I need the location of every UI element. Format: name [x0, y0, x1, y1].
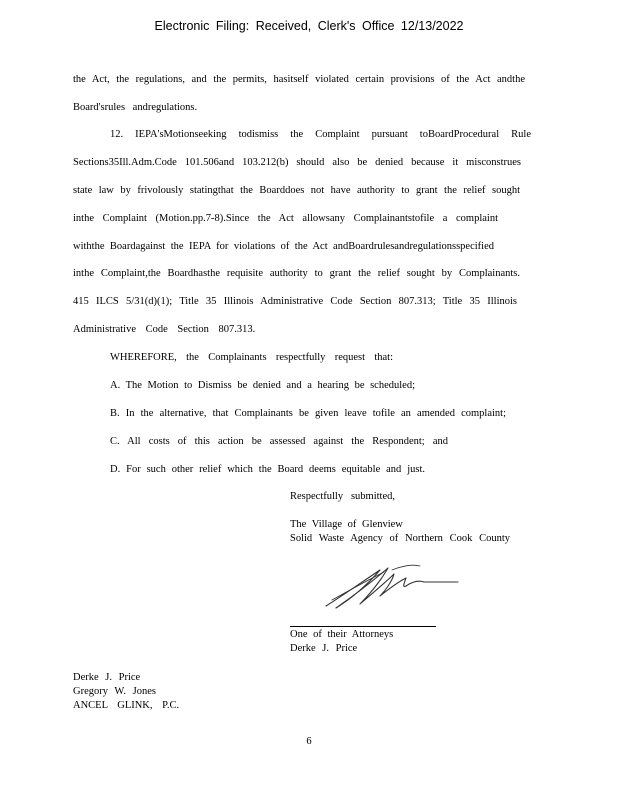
party-name: The Village of Glenview: [290, 519, 403, 530]
closing: Respectfully submitted,: [290, 491, 395, 502]
request-b: B. In the alternative, that Complainants be given leave tofile an amended complaint;: [110, 408, 506, 419]
attorney-name: Derke J. Price: [290, 643, 358, 654]
signature-line: [290, 626, 436, 627]
request-d: D. For such other relief which the Board deems equitable and just.: [110, 464, 425, 475]
paragraph1-line: Board'srules andregulations.: [73, 102, 198, 113]
paragraph2-line: 12. IEPA'sMotionseeking todismiss the Complaint pursuant toBoardProcedural Rule: [110, 129, 531, 140]
request-a: A. The Motion to Dismiss be denied and a hearing be scheduled;: [110, 380, 415, 391]
counsel-line: Gregory W. Jones: [73, 686, 156, 697]
paragraph2-line: withthe Boardagainst the IEPA for violations of the Act andBoardrulesandregulationsspecified: [73, 241, 494, 252]
attorney-caption: One of their Attorneys: [290, 629, 394, 640]
paragraph2-line: state law by frivolously statingthat the Boarddoes not have authority to grant the relief sought: [73, 185, 520, 196]
party-name: Solid Waste Agency of Northern Cook County: [290, 533, 510, 544]
paragraph2-line: 415 ILCS 5/31(d)(1); Title 35 Illinois Administrative Code Section 807.313; Title 35 Illinois: [73, 296, 517, 307]
filing-header: Electronic Filing: Received, Clerk's Office 12/13/2022: [154, 19, 464, 33]
paragraph2-line: inthe Complaint (Motion.pp.7-8).Since the Act allowsany Complainantstofile a complaint: [73, 213, 498, 224]
counsel-line: Derke J. Price: [73, 672, 141, 683]
paragraph2-line: Sections35Ill.Adm.Code 101.506and 103.212(b) should also be denied because it misconstrues: [73, 157, 521, 168]
paragraph2-line: inthe Complaint,the Boardhasthe requisite authority to grant the relief sought by Complainants.: [73, 268, 520, 279]
paragraph2-line: Administrative Code Section 807.313.: [73, 324, 256, 335]
page-number: 6: [306, 736, 312, 747]
paragraph1-line: the Act, the regulations, and the permits, hasitself violated certain provisions of the Act andthe: [73, 74, 525, 85]
wherefore-clause: WHEREFORE, the Complainants respectfully request that:: [110, 352, 393, 363]
attorney-signature: [322, 560, 462, 612]
request-c: C. All costs of this action be assessed against the Respondent; and: [110, 436, 448, 447]
counsel-line: ANCEL GLINK, P.C.: [73, 700, 180, 711]
